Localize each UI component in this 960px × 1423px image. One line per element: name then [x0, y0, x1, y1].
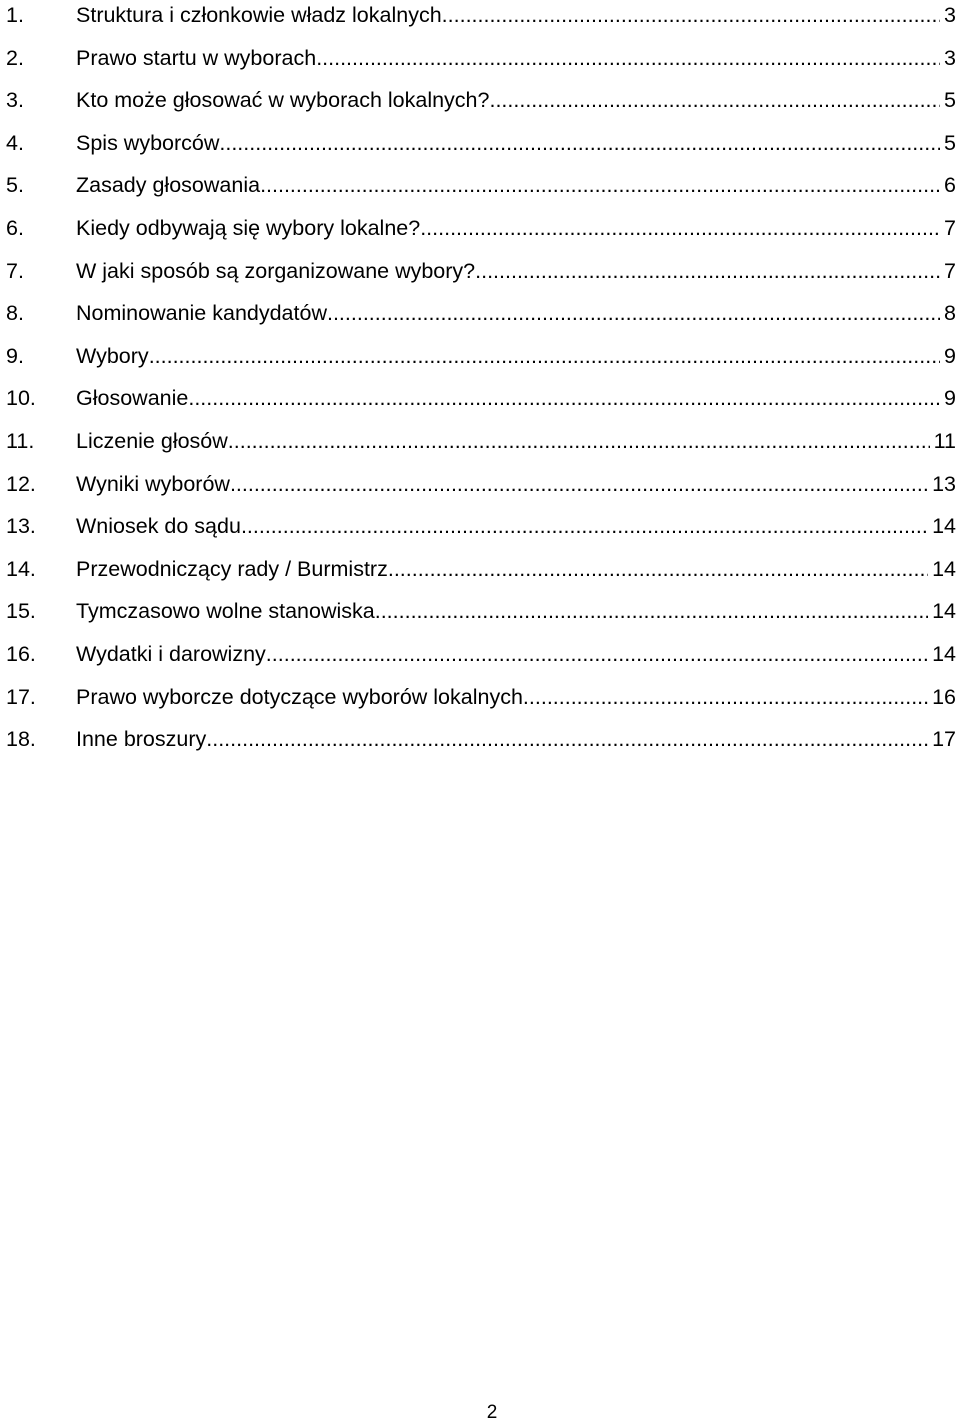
toc-entry-page: 5	[944, 130, 956, 155]
toc-entry[interactable]	[6, 215, 956, 258]
toc-entry-title: Wydatki i darowizny	[76, 641, 266, 666]
toc-entry-page: 13	[932, 471, 956, 496]
dot-leader	[475, 258, 940, 284]
toc-entry-number: 9.	[6, 343, 24, 368]
toc-entry-number: 11.	[6, 428, 35, 453]
toc-entry-title: Wybory	[76, 343, 149, 368]
toc-entry-page: 9	[944, 343, 956, 368]
toc-entry-page: 3	[944, 45, 956, 70]
toc-entry-title: Nominowanie kandydatów	[76, 301, 327, 326]
toc-entry-page: 8	[944, 301, 956, 326]
toc-entry[interactable]	[6, 513, 956, 556]
toc-entry-page: 9	[944, 386, 956, 411]
toc-entry-page: 14	[932, 514, 956, 539]
table-of-contents	[6, 2, 956, 769]
dot-leader	[442, 2, 940, 28]
toc-entry-page: 7	[944, 215, 956, 240]
toc-entry-number: 14.	[6, 556, 36, 581]
toc-entry-page: 7	[944, 258, 956, 283]
toc-entry-title: Spis wyborców	[76, 130, 220, 155]
toc-entry-title: Liczenie głosów	[76, 428, 228, 453]
toc-entry[interactable]	[6, 385, 956, 428]
toc-entry-number: 15.	[6, 599, 36, 624]
dot-leader	[489, 87, 940, 113]
toc-entry-title: Zasady głosowania	[76, 173, 261, 198]
toc-entry[interactable]	[6, 130, 956, 173]
dot-leader	[228, 428, 930, 454]
toc-entry[interactable]	[6, 2, 956, 45]
toc-entry-number: 17.	[6, 684, 36, 709]
toc-entry[interactable]	[6, 87, 956, 130]
toc-entry-title: Inne broszury	[76, 727, 207, 752]
toc-entry[interactable]	[6, 45, 956, 88]
toc-entry[interactable]	[6, 598, 956, 641]
toc-entry-title: Przewodniczący rady / Burmistrz	[76, 556, 388, 581]
toc-entry-page: 14	[932, 556, 956, 581]
toc-entry-page: 16	[932, 684, 956, 709]
dot-leader	[388, 556, 928, 582]
toc-entry-number: 1.	[6, 3, 24, 27]
dot-leader	[219, 130, 940, 156]
dot-leader	[188, 385, 940, 411]
toc-entry-page: 5	[944, 88, 956, 113]
dot-leader	[523, 684, 928, 710]
toc-entry-number: 18.	[6, 727, 36, 752]
toc-entry[interactable]	[6, 428, 956, 471]
page-number: 2	[486, 1402, 498, 1423]
toc-entry-number: 3.	[6, 88, 24, 113]
dot-leader	[316, 45, 940, 71]
toc-entry-number: 7.	[6, 258, 24, 283]
dot-leader	[149, 343, 940, 369]
toc-entry-title: Wniosek do sądu	[76, 514, 241, 539]
toc-entry[interactable]	[6, 684, 956, 727]
toc-entry-title: Struktura i członkowie władz lokalnych	[76, 3, 442, 27]
dot-leader	[260, 172, 940, 198]
toc-entry[interactable]	[6, 556, 956, 599]
toc-entry-title: Kiedy odbywają się wybory lokalne?	[76, 215, 421, 240]
dot-leader	[420, 215, 940, 241]
toc-entry-number: 16.	[6, 641, 36, 666]
toc-entry-number: 12.	[6, 471, 36, 496]
toc-entry[interactable]	[6, 726, 956, 769]
toc-entry-page: 17	[932, 727, 956, 752]
dot-leader	[327, 300, 940, 326]
toc-entry-title: Kto może głosować w wyborach lokalnych?	[76, 88, 490, 113]
toc-entry-title: Wyniki wyborów	[76, 471, 230, 496]
toc-entry-number: 8.	[6, 301, 24, 326]
toc-entry-page: 14	[932, 599, 956, 624]
toc-entry[interactable]	[6, 471, 956, 514]
dot-leader	[266, 641, 928, 667]
toc-entry-title: W jaki sposób są zorganizowane wybory?	[76, 258, 476, 283]
toc-entry-title: Głosowanie	[76, 386, 189, 411]
toc-entry-page: 14	[932, 641, 956, 666]
toc-entry-number: 10.	[6, 386, 36, 411]
toc-entry-title: Prawo startu w wyborach	[76, 45, 317, 70]
toc-entry-page: 3	[944, 3, 956, 27]
toc-entry-title: Prawo wyborcze dotyczące wyborów lokalnych	[76, 684, 523, 709]
toc-entry[interactable]	[6, 343, 956, 386]
toc-entry-number: 6.	[6, 215, 24, 240]
dot-leader	[206, 726, 928, 752]
toc-entry[interactable]	[6, 300, 956, 343]
toc-entry-number: 5.	[6, 173, 24, 198]
dot-leader	[241, 513, 928, 539]
toc-entry-number: 4.	[6, 130, 24, 155]
toc-entry[interactable]	[6, 641, 956, 684]
dot-leader	[375, 598, 928, 624]
toc-entry-number: 13.	[6, 514, 36, 539]
toc-entry-number: 2.	[6, 45, 24, 70]
toc-entry-title: Tymczasowo wolne stanowiska	[76, 599, 375, 624]
toc-entry-page: 11	[933, 428, 956, 453]
toc-entry-page: 6	[944, 173, 956, 198]
toc-entry[interactable]	[6, 172, 956, 215]
toc-entry[interactable]	[6, 258, 956, 301]
dot-leader	[230, 471, 928, 497]
